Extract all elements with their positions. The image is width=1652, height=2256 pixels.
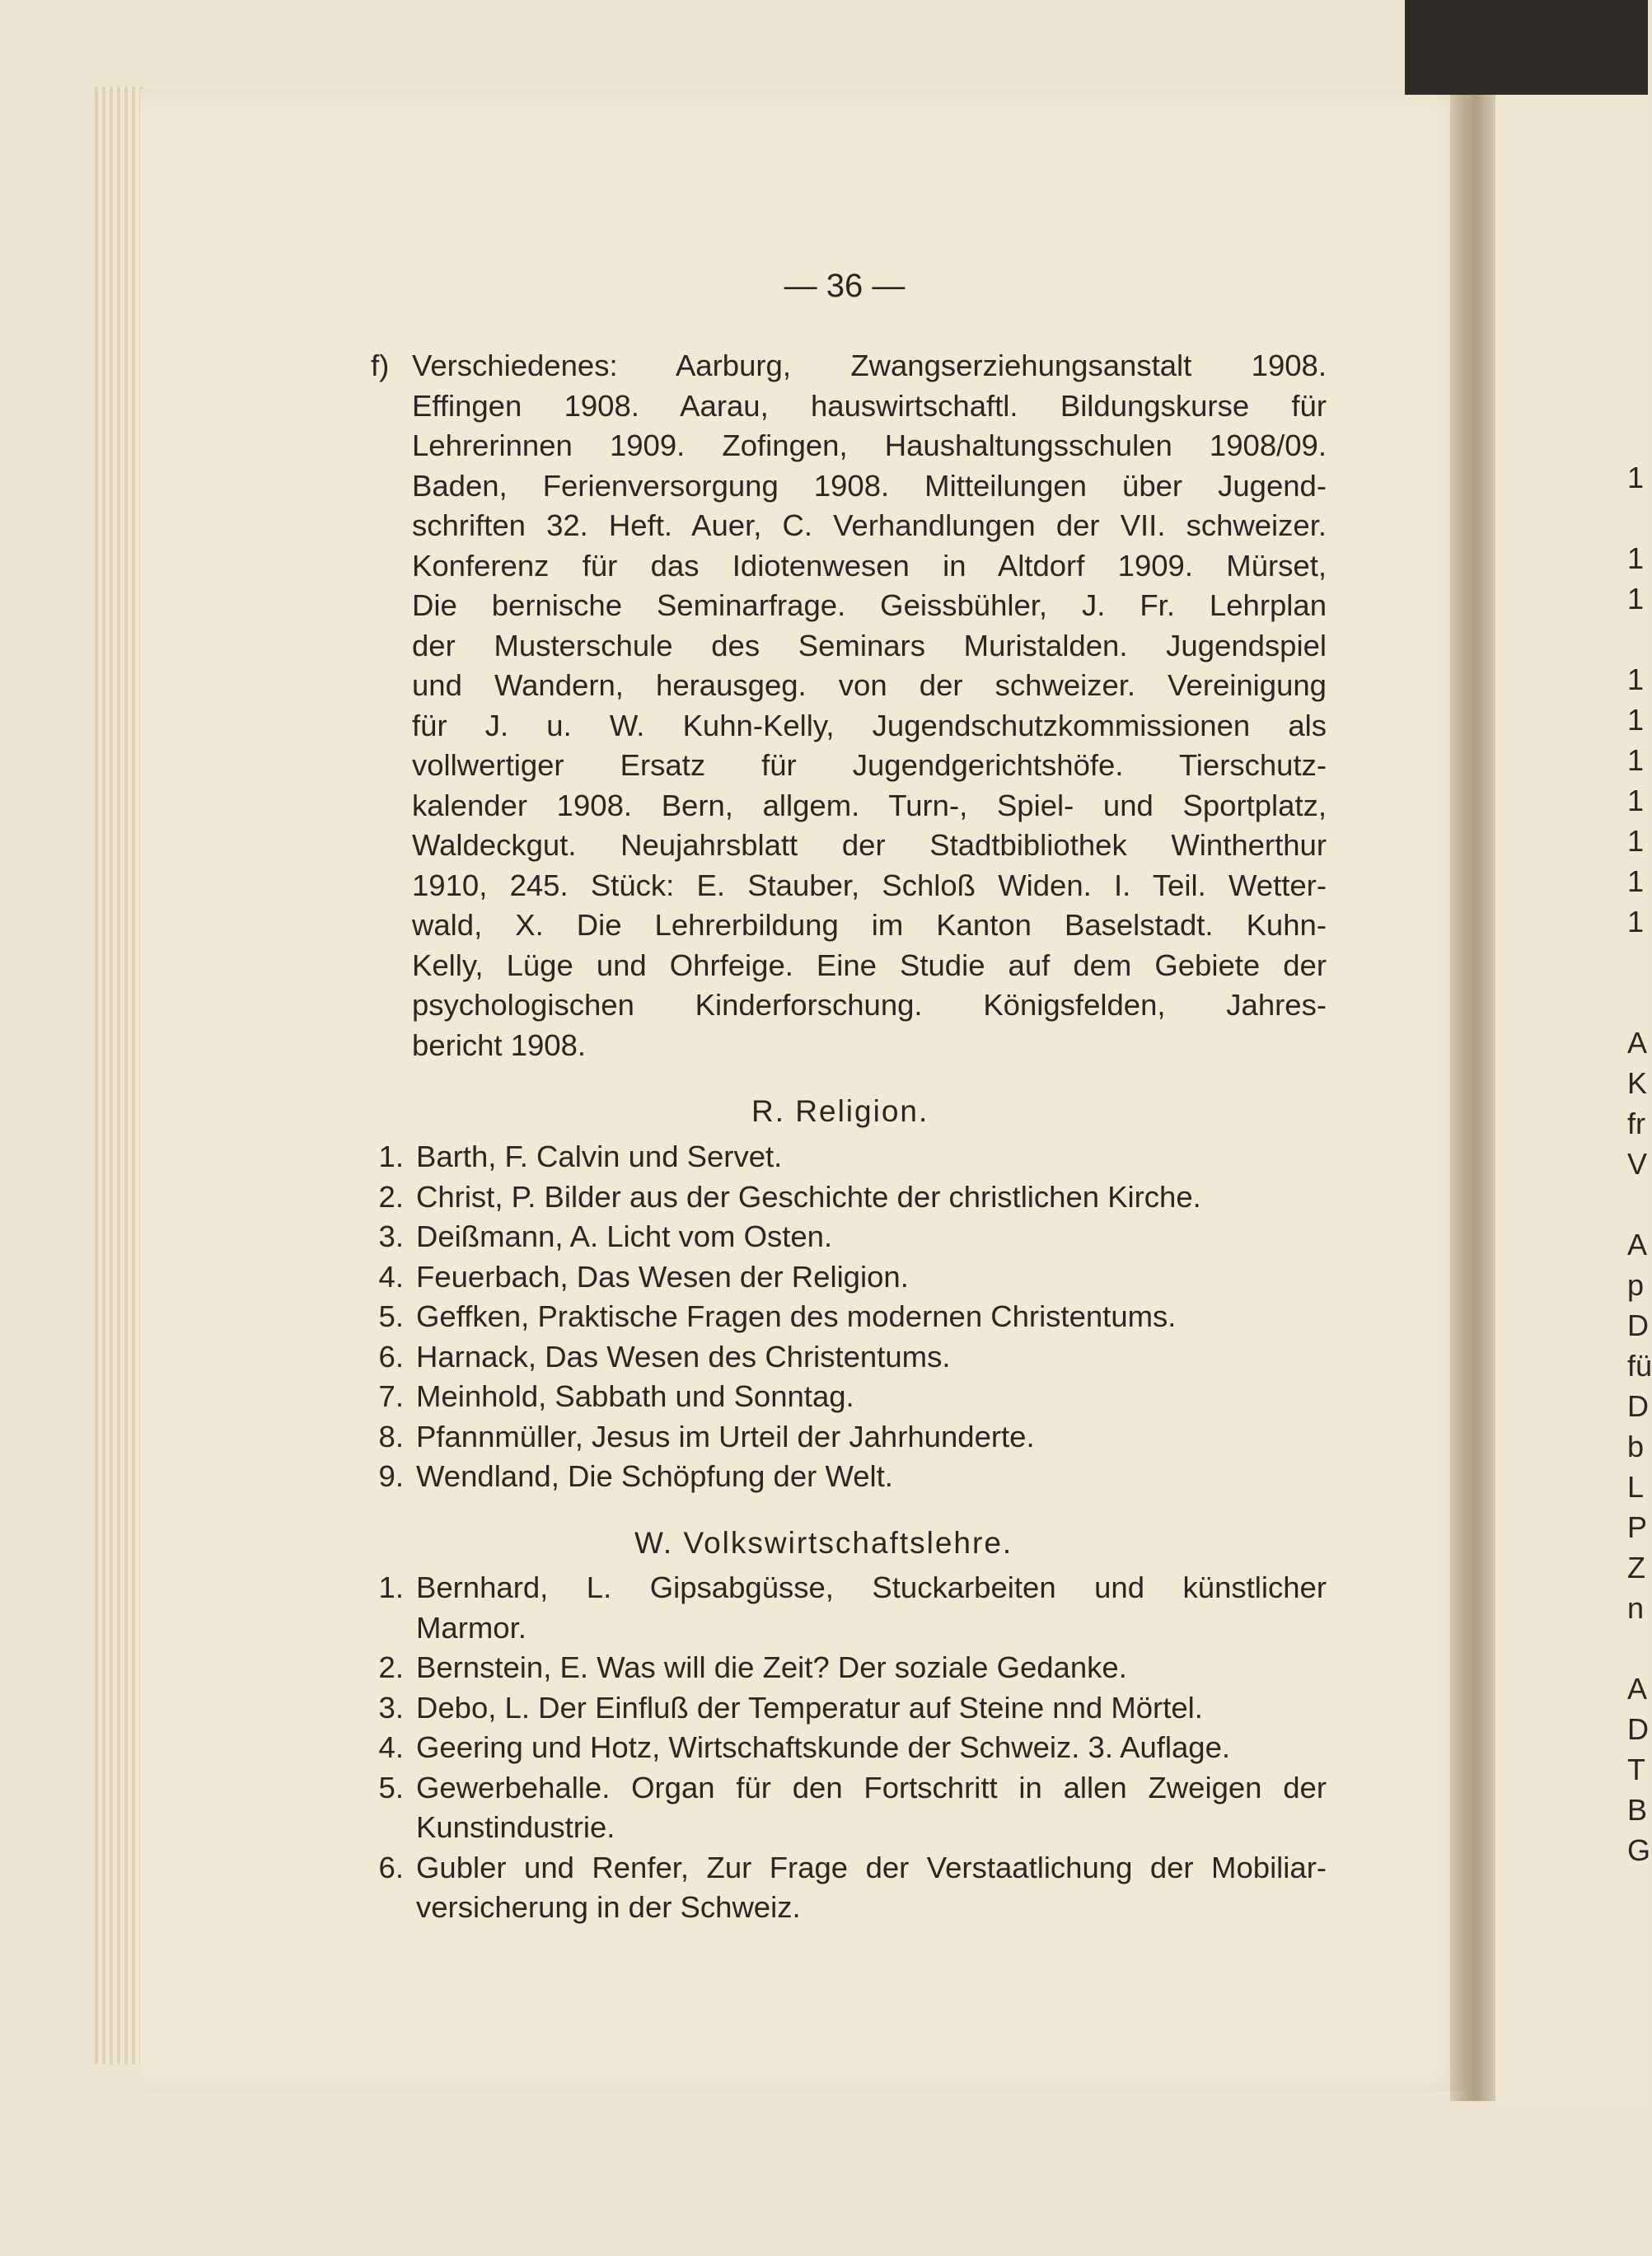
text-line: schriften 32. Heft. Auer, C. Verhandlungen der VII. schweizer. [412, 508, 1327, 542]
fragment: fr [1627, 1107, 1645, 1140]
page-number: — 36 — [784, 268, 906, 304]
list-item [363, 1768, 1327, 1848]
item-text: Meinhold, Sabbath und Sonntag. [416, 1379, 854, 1413]
list-item [363, 1728, 1327, 1768]
item-text: Gewerbehalle. Organ für den Fortschritt in allen Zweigen der [416, 1770, 1327, 1804]
fragment: 1 [1627, 703, 1645, 737]
fragment: b [1627, 1430, 1645, 1463]
right-page [1495, 95, 1648, 2105]
item-text: Wendland, Die Schöpfung der Welt. [416, 1459, 893, 1493]
item-text-continued: Marmor. [416, 1610, 526, 1645]
religion-list [363, 1137, 1327, 1497]
item-number: 4. [378, 1730, 404, 1764]
item-text: Bernstein, E. Was will die Zeit? Der soziale Gedanke. [416, 1650, 1127, 1684]
book-page-edges [95, 87, 144, 2064]
fragment: B [1627, 1793, 1648, 1827]
item-text: Debo, L. Der Einfluß der Temperatur auf Steine nnd Mörtel. [416, 1690, 1203, 1725]
fragment: A [1627, 1672, 1648, 1706]
text-line: psychologischen Kinderforschung. Königsfelden, Jahres- [412, 988, 1327, 1022]
fragment [1627, 982, 1652, 1023]
list-item [363, 1137, 1327, 1177]
volkswirtschaft-list [363, 1568, 1327, 1928]
fragment: L [1627, 1470, 1645, 1504]
fragment: 1 [1627, 541, 1645, 575]
fragment: D [1627, 1389, 1649, 1423]
list-item [363, 1337, 1327, 1378]
item-text: Gubler und Renfer, Zur Frage der Verstaatlichung der Mobiliar- [416, 1850, 1327, 1884]
list-item [363, 1848, 1327, 1928]
text-line: Effingen 1908. Aarau, hauswirtschaftl. Bildungskurse für [412, 388, 1327, 423]
fragment: p [1627, 1268, 1645, 1302]
item-text: Feuerbach, Das Wesen der Religion. [416, 1259, 909, 1294]
fragment: K [1627, 1066, 1648, 1100]
scanner-background [1405, 0, 1648, 95]
fragment: D [1627, 1308, 1649, 1342]
text-line: Waldeckgut. Neujahrsblatt der Stadtbibliothek Wintherthur [412, 828, 1327, 862]
volkswirtschaft-heading: W. Volkswirtschaftslehre. [634, 1526, 1013, 1560]
fragment [1627, 1628, 1652, 1669]
text-line: 1910, 245. Stück: E. Stauber, Schloß Widen. I. Teil. Wetter- [412, 868, 1327, 902]
text-line: für J. u. W. Kuhn-Kelly, Jugendschutzkommissionen als [412, 708, 1327, 742]
list-item [363, 1297, 1327, 1337]
fragment: 1 [1627, 582, 1645, 615]
text-line: Verschiedenes: Aarburg, Zwangserziehungsanstalt 1908. [412, 349, 1327, 382]
item-number: 1. [378, 1570, 404, 1604]
list-item [363, 1417, 1327, 1458]
list-item [363, 1648, 1327, 1688]
item-text: Geffken, Praktische Fragen des modernen Christentums. [416, 1299, 1177, 1333]
list-item [363, 1257, 1327, 1298]
text-line: der Musterschule des Seminars Muristalden. Jugendspiel [412, 628, 1327, 662]
list-item [363, 1457, 1327, 1497]
item-text: Barth, F. Calvin und Servet. [416, 1140, 783, 1173]
item-text: Deißmann, A. Licht vom Osten. [416, 1219, 833, 1253]
text-line: Konferenz für das Idiotenwesen in Altdorf 1909. Mürset, [412, 548, 1327, 583]
item-number: 4. [378, 1259, 404, 1294]
list-item [363, 1568, 1327, 1648]
book-gutter [1450, 91, 1500, 2101]
item-number: 1. [378, 1140, 404, 1173]
item-number: 5. [378, 1770, 404, 1804]
fragment: G [1627, 1833, 1651, 1867]
list-item [363, 1688, 1327, 1729]
list-item [363, 1177, 1327, 1218]
text-line: und Wandern, herausgeg. von der schweizer. Vereinigung [412, 668, 1327, 702]
text-line: Die bernische Seminarfrage. Geissbühler, J. Fr. Lehrplan [412, 588, 1327, 622]
text-line: Kelly, Lüge und Ohrfeige. Eine Studie auf dem Gebiete der [412, 948, 1327, 982]
item-number: 7. [378, 1379, 404, 1413]
item-number: 9. [378, 1459, 404, 1493]
item-number: 3. [378, 1690, 404, 1725]
fragment [1627, 619, 1652, 659]
text-line: vollwertiger Ersatz für Jugendgerichtshöfe. Tierschutz- [412, 748, 1327, 782]
fragment [1627, 498, 1652, 538]
fragment: T [1627, 1753, 1645, 1786]
item-text: Bernhard, L. Gipsabgüsse, Stuckarbeiten und künstlicher [416, 1570, 1327, 1604]
item-text: Geering und Hotz, Wirtschaftskunde der Schweiz. 3. Auflage. [416, 1730, 1231, 1764]
fragment: 1 [1627, 905, 1645, 938]
item-text: Christ, P. Bilder aus der Geschichte der christlichen Kirche. [416, 1179, 1201, 1214]
religion-heading: R. Religion. [751, 1094, 929, 1128]
fragment: 1 [1627, 784, 1645, 817]
text-line: wald, X. Die Lehrerbildung im Kanton Baselstadt. Kuhn- [412, 908, 1327, 942]
text-line: bericht 1908. [412, 1027, 587, 1062]
item-number: 5. [378, 1299, 404, 1333]
fragment: A [1627, 1228, 1648, 1261]
fragment: 1 [1627, 864, 1645, 898]
item-number: 8. [378, 1419, 404, 1453]
right-page-fragments [1627, 457, 1652, 1870]
fragment: D [1627, 1712, 1649, 1746]
item-number: 6. [378, 1850, 404, 1884]
section-label: f) [371, 349, 390, 382]
text-line: Baden, Ferienversorgung 1908. Mitteilungen über Jugend- [412, 468, 1327, 503]
item-text-continued: versicherung in der Schweiz. [416, 1890, 801, 1924]
fragment: 1 [1627, 824, 1645, 858]
list-item [363, 1217, 1327, 1257]
item-text-continued: Kunstindustrie. [416, 1810, 615, 1844]
fragment: 1 [1627, 461, 1645, 494]
fragment [1627, 942, 1652, 982]
fragment: Z [1627, 1551, 1645, 1584]
fragment [1627, 1184, 1652, 1224]
item-number: 2. [378, 1179, 404, 1214]
fragment: V [1627, 1147, 1648, 1181]
fragment: fü [1627, 1349, 1652, 1383]
section-verschiedenes [371, 346, 1327, 1065]
list-item [363, 1377, 1327, 1417]
text-line: kalender 1908. Bern, allgem. Turn-, Spiel- und Sportplatz, [412, 788, 1327, 822]
fragment: A [1627, 1026, 1648, 1060]
fragment: P [1627, 1510, 1648, 1544]
fragment: 1 [1627, 743, 1645, 777]
item-text: Pfannmüller, Jesus im Urteil der Jahrhunderte. [416, 1419, 1035, 1453]
text-line: Lehrerinnen 1909. Zofingen, Haushaltungsschulen 1908/09. [412, 428, 1327, 462]
fragment: 1 [1627, 662, 1645, 696]
item-number: 2. [378, 1650, 404, 1684]
item-number: 6. [378, 1339, 404, 1374]
item-number: 3. [378, 1219, 404, 1253]
item-text: Harnack, Das Wesen des Christentums. [416, 1339, 951, 1374]
fragment: n [1627, 1591, 1645, 1625]
